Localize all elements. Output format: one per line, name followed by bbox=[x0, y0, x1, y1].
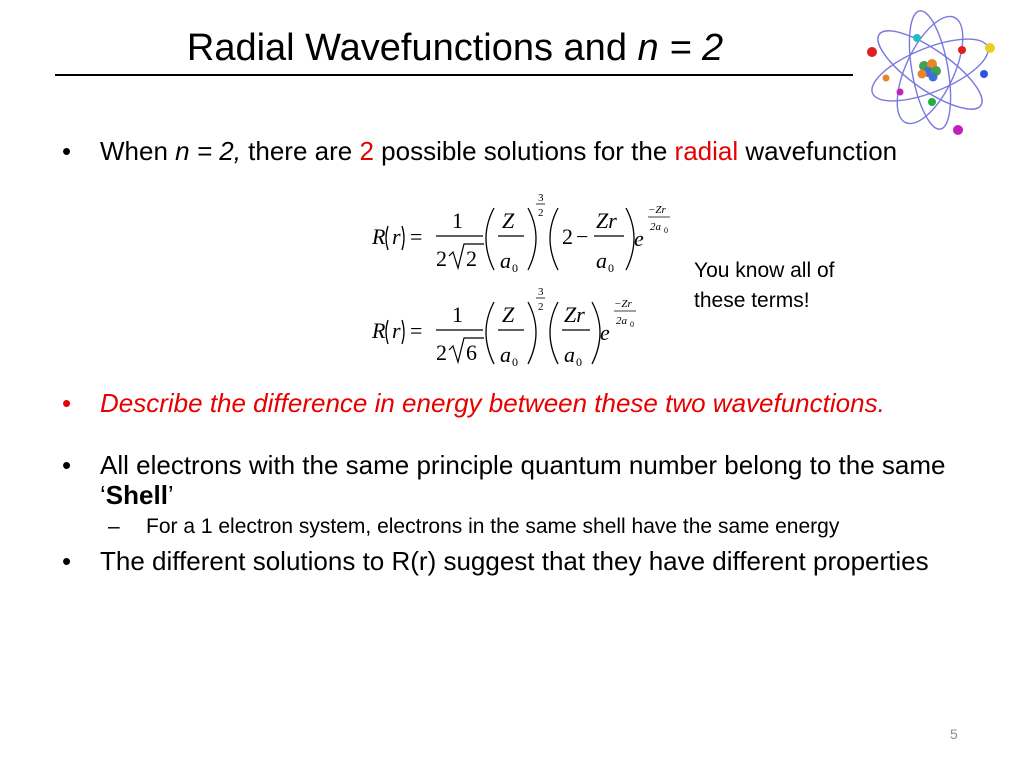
equation-2 bbox=[368, 284, 678, 374]
eq-symbol: 2 bbox=[466, 246, 477, 271]
sub-bullet-text: For a 1 electron system, electrons in the same shell have the same energy bbox=[146, 515, 840, 538]
eq-symbol: 2 bbox=[538, 207, 544, 219]
eq-symbol: 6 bbox=[466, 340, 477, 365]
slide-title-text: Radial Wavefunctions and bbox=[186, 27, 638, 69]
bullet-item-question bbox=[62, 388, 982, 418]
eq-symbol: 2 bbox=[436, 340, 447, 365]
bullet-marker: • bbox=[62, 546, 72, 576]
side-note: You know all of these terms! bbox=[694, 259, 835, 312]
bullet-text-bold: Shell bbox=[105, 480, 168, 510]
equation-1 bbox=[368, 186, 678, 276]
sub-bullet-marker: – bbox=[108, 515, 120, 538]
bullet-text: ’ bbox=[167, 480, 174, 510]
eq-symbol: 3 bbox=[538, 286, 544, 298]
eq-symbol: Z bbox=[502, 302, 515, 327]
eq-symbol: 2a bbox=[616, 315, 627, 327]
eq-symbol: R bbox=[372, 318, 386, 343]
slide-number: 5 bbox=[950, 726, 958, 742]
eq-symbol: e bbox=[634, 226, 644, 251]
eq-symbol: = bbox=[410, 224, 423, 249]
eq-symbol: R bbox=[372, 224, 386, 249]
bullet-text: When bbox=[100, 136, 176, 166]
eq-symbol: Zr bbox=[596, 208, 617, 233]
bullet-marker: • bbox=[62, 388, 72, 418]
eq-symbol: 2 bbox=[562, 224, 573, 249]
bullet-item bbox=[62, 450, 982, 510]
eq-symbol: 3 bbox=[538, 192, 544, 204]
eq-symbol: 0 bbox=[512, 355, 518, 369]
eq-symbol: 2 bbox=[538, 301, 544, 313]
bullet-text: wavefunction bbox=[738, 136, 898, 166]
eq-symbol: 1 bbox=[452, 208, 463, 233]
bullet-text: there are bbox=[240, 136, 360, 166]
eq-symbol: r bbox=[392, 224, 401, 249]
eq-symbol: 0 bbox=[512, 261, 518, 275]
eq-symbol: − bbox=[576, 224, 589, 249]
eq-symbol: Z bbox=[502, 208, 515, 233]
bullet-marker: • bbox=[62, 136, 72, 166]
bullet-marker: • bbox=[62, 450, 72, 480]
eq-symbol: 1 bbox=[452, 302, 463, 327]
bullet-text: possible solutions for the bbox=[373, 136, 675, 166]
bullet-item bbox=[62, 546, 982, 576]
eq-symbol: Zr bbox=[564, 302, 585, 327]
eq-symbol: 0 bbox=[576, 355, 582, 369]
eq-symbol: a bbox=[500, 248, 511, 273]
eq-symbol: 2 bbox=[436, 246, 447, 271]
title-underline bbox=[55, 74, 853, 76]
slide-title bbox=[0, 27, 910, 70]
bullet-text-variable: n = 2, bbox=[175, 136, 241, 166]
bullet-item bbox=[62, 136, 982, 166]
eq-symbol: r bbox=[392, 318, 401, 343]
highlight-number: 2 bbox=[359, 136, 374, 166]
eq-symbol: 0 bbox=[608, 261, 614, 275]
question-text: Describe the difference in energy between these two wavefunctions. bbox=[100, 388, 885, 418]
eq-symbol: a bbox=[500, 342, 511, 367]
atom-icon bbox=[862, 8, 1002, 136]
highlight-word: radial bbox=[674, 136, 739, 166]
eq-symbol: a bbox=[596, 248, 607, 273]
slide-title-variable: n = 2 bbox=[637, 27, 724, 69]
eq-symbol: = bbox=[410, 318, 423, 343]
bullet-text: All electrons with the same principle quantum number belong to the same ‘ bbox=[100, 450, 946, 510]
eq-symbol: −Zr bbox=[648, 204, 666, 216]
bullet-text: The different solutions to R(r) suggest that they have different properties bbox=[100, 546, 929, 576]
eq-symbol: 2a bbox=[650, 221, 661, 233]
eq-symbol: e bbox=[600, 320, 610, 345]
eq-symbol: a bbox=[564, 342, 575, 367]
sub-bullet-item bbox=[108, 516, 982, 538]
eq-symbol: 0 bbox=[664, 226, 668, 235]
eq-symbol: 0 bbox=[630, 320, 634, 329]
eq-symbol: −Zr bbox=[614, 298, 632, 310]
